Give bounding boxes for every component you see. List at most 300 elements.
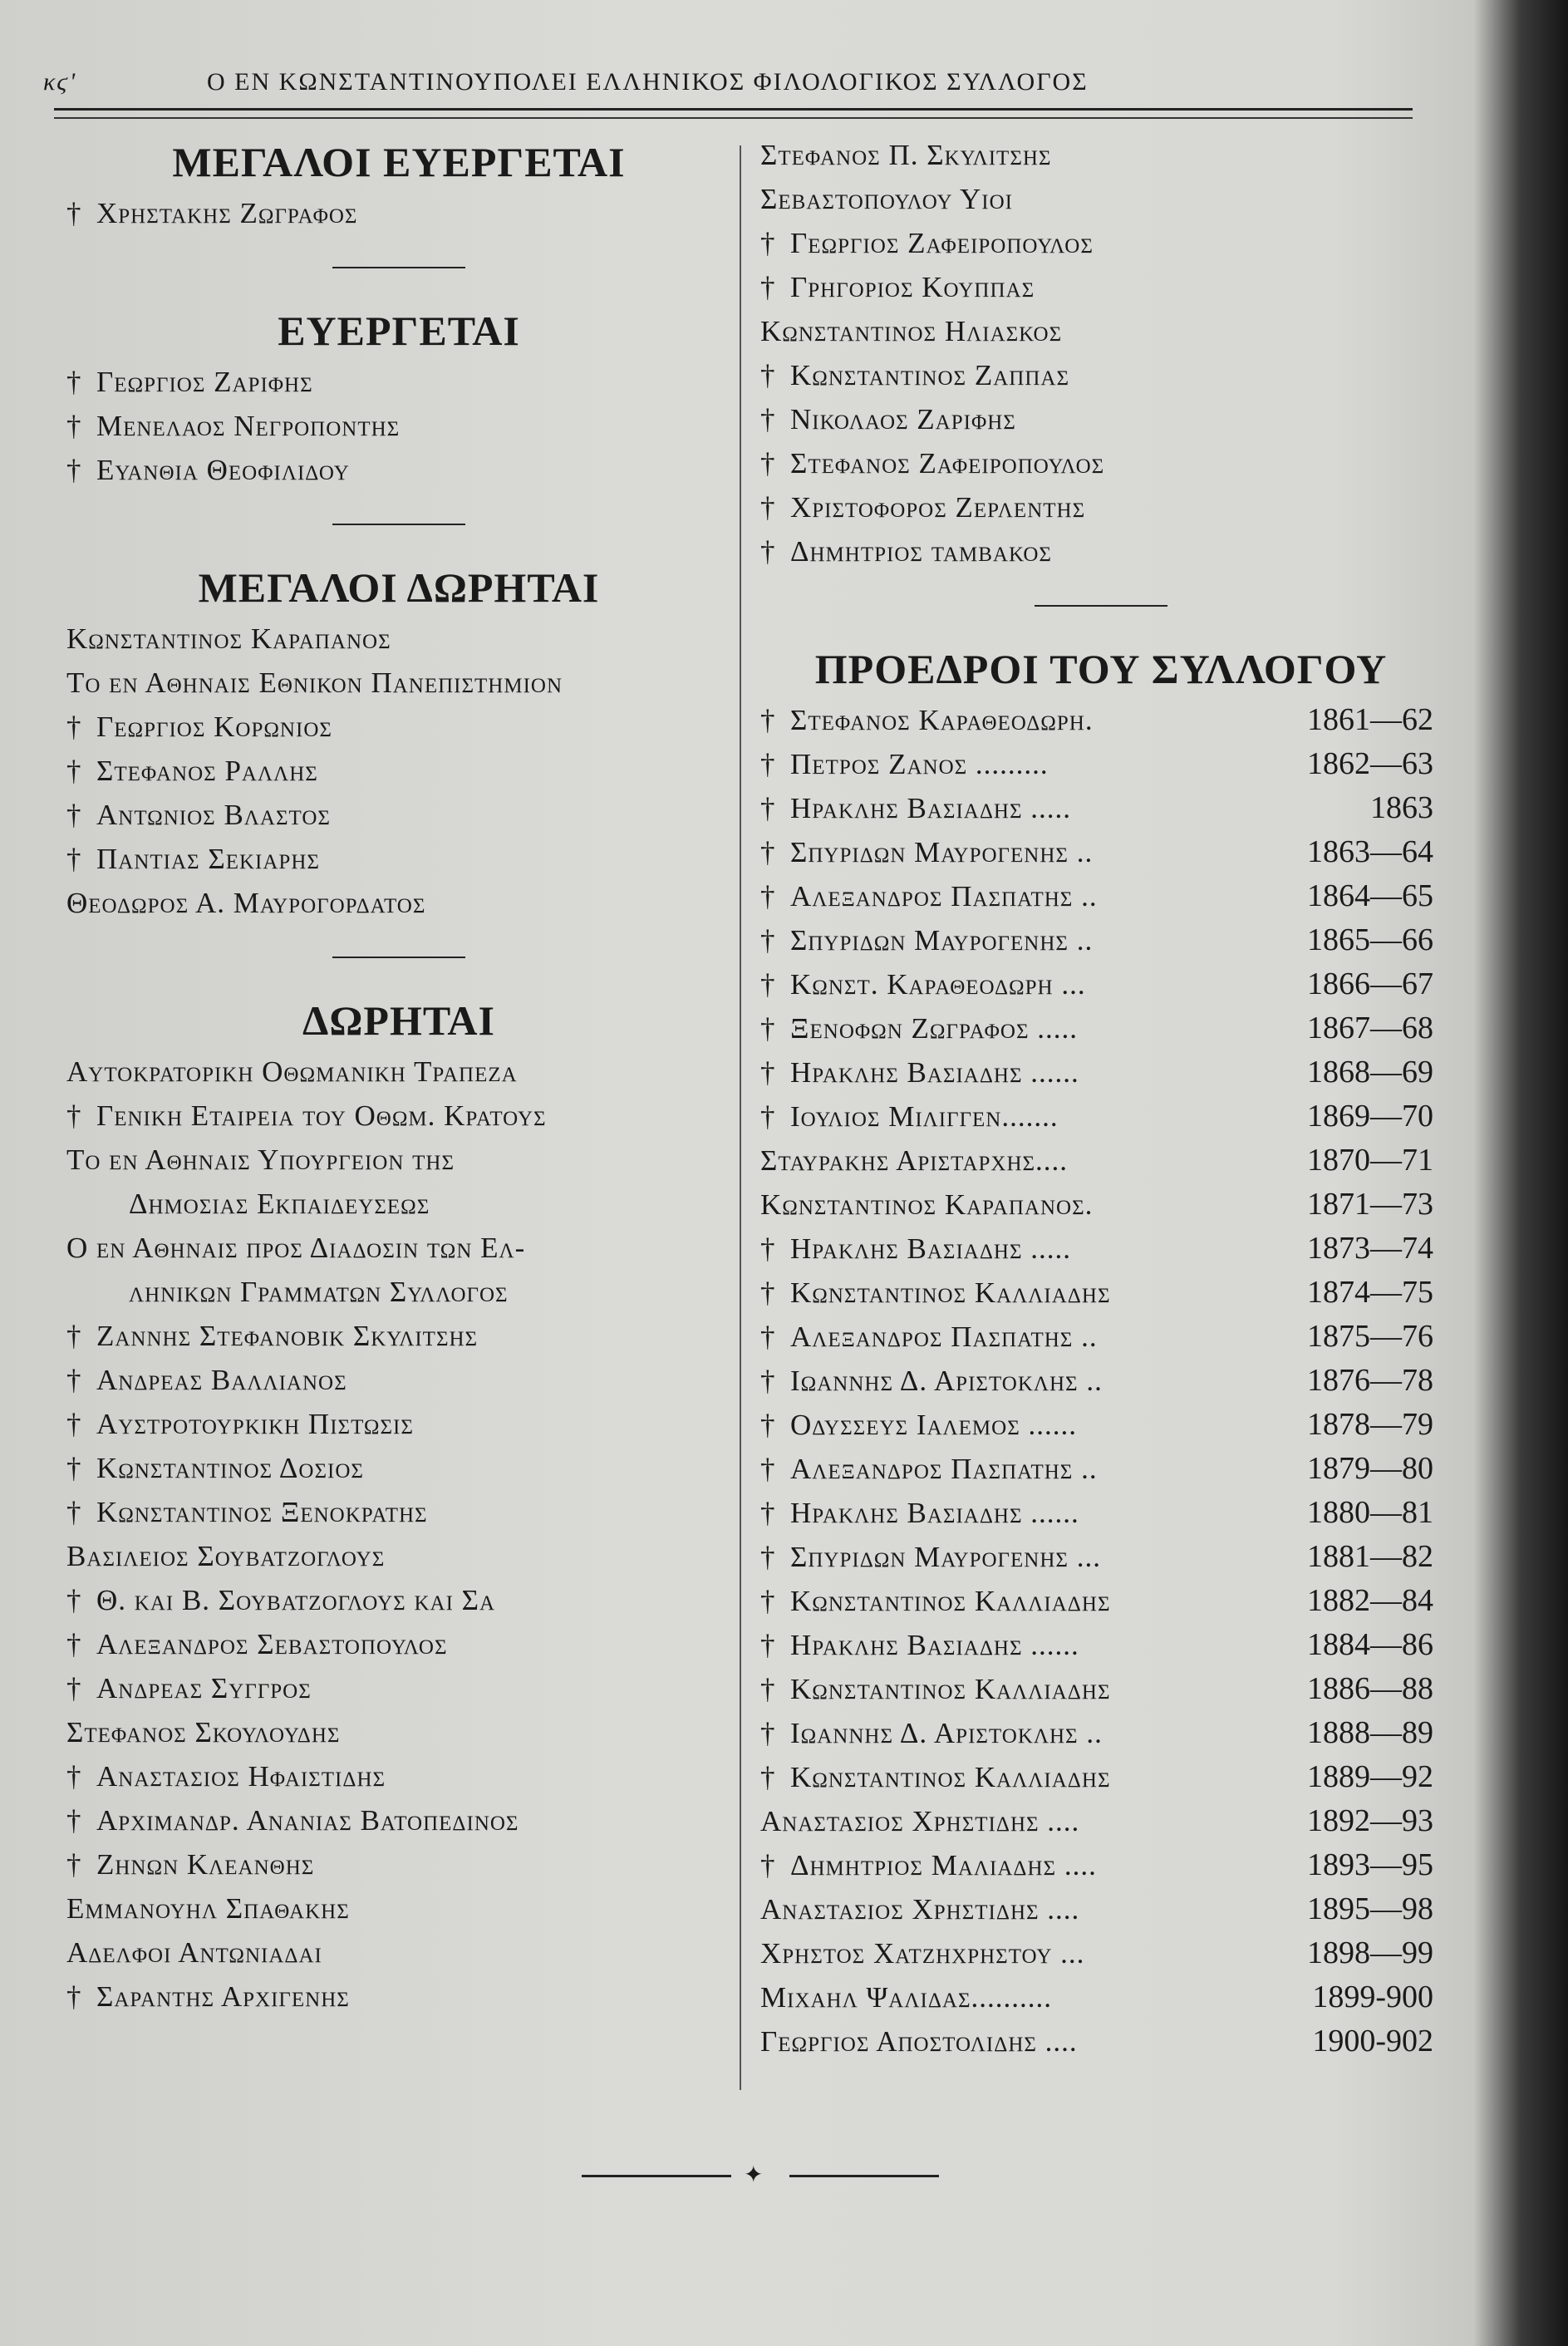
entry-years: 1888—89: [1307, 1715, 1433, 1750]
entry-text: [760, 1006, 1078, 1050]
entry-text: [129, 1276, 509, 1308]
dagger-icon: †: [760, 1497, 776, 1529]
dagger-icon: †: [66, 1672, 82, 1704]
dagger-icon: †: [66, 1452, 82, 1484]
entry-name: Κωνστ. Καραθεοδωρη ...: [790, 968, 1086, 1001]
dagger-icon: †: [66, 1848, 82, 1881]
president-row: [760, 962, 1442, 1006]
president-row: [760, 1359, 1442, 1403]
entry-text: [760, 698, 1094, 742]
president-row: [760, 786, 1442, 830]
entry-text: [66, 1232, 525, 1264]
list-item: [66, 793, 731, 837]
list-item: [66, 1578, 731, 1622]
president-row: [760, 1535, 1442, 1579]
entry-years: 1900-902: [1312, 2024, 1433, 2058]
dagger-icon: †: [66, 1364, 82, 1396]
entry-years: 1875—76: [1307, 1319, 1433, 1354]
ornament-bar-right: [789, 2175, 939, 2177]
entry-name: Στεφανος Ραλλης: [96, 755, 318, 787]
entry-name: Εμμανουηλ Σπαθακης: [66, 1892, 350, 1925]
entry-name: Αρχιμανδρ. Ανανιας Βατοπεδινος: [96, 1804, 519, 1837]
entry-years: 1895—98: [1307, 1891, 1433, 1926]
entry-text: [66, 1099, 547, 1132]
entry-text: [760, 227, 1094, 259]
dagger-icon: †: [760, 1012, 776, 1045]
list-dorhtai-continued: [760, 133, 1442, 573]
list-item: [760, 265, 1442, 309]
list-item: [66, 1138, 731, 1182]
entry-text: [760, 271, 1035, 303]
list-megaloi-dorhtai: [66, 617, 731, 925]
entry-name: Σπυριδων Μαυρογενης ..: [790, 836, 1094, 868]
entry-years: 1864—65: [1307, 878, 1433, 913]
list-item: [66, 1182, 731, 1226]
president-row: [760, 874, 1442, 918]
dagger-icon: †: [760, 836, 776, 868]
entry-text: [760, 359, 1069, 391]
entry-name: Αλεξανδρος Πασπατης ..: [790, 1453, 1098, 1485]
list-item: [66, 1666, 731, 1710]
dagger-icon: †: [760, 359, 776, 391]
entry-name: Αναστασιος Ηφαιστιδης: [96, 1760, 386, 1793]
entry-years: 1862—63: [1307, 746, 1433, 781]
entry-text: [760, 139, 1052, 171]
entry-name: Αντωνιος Βλαστος: [96, 799, 331, 831]
president-row: [760, 1183, 1442, 1227]
entry-name: Χρηστος Χατζηχρηστου ...: [760, 1937, 1085, 1970]
list-item: [760, 177, 1442, 221]
entry-name: Κωνσταντινος Ξενοκρατης: [96, 1496, 428, 1528]
list-item: [760, 221, 1442, 265]
entry-name: Κωνσταντινος Ηλιασκος: [760, 315, 1063, 347]
dagger-icon: †: [760, 403, 776, 435]
president-row: [760, 2019, 1442, 2063]
entry-name: Κωνσταντινος Ζαππας: [790, 359, 1069, 391]
dagger-icon: †: [66, 799, 82, 831]
entry-text: [66, 1364, 347, 1396]
entry-name: Παντιας Σεκιαρης: [96, 843, 320, 875]
entry-years: 1884—86: [1307, 1627, 1433, 1662]
entry-text: [760, 183, 1013, 215]
president-row: [760, 1799, 1442, 1843]
president-row: [760, 1711, 1442, 1755]
section-title-megaloi-euergetai: ΜΕΓΑΛΟΙ ΕΥΕΡΓΕΤΑΙ: [172, 139, 626, 185]
dagger-icon: †: [66, 410, 82, 442]
entry-years: 1876—78: [1307, 1363, 1433, 1398]
list-item: [760, 441, 1442, 485]
right-column: [760, 133, 1442, 2063]
list-item: [66, 448, 731, 492]
entry-name: Σεβαστοπουλου Υιοι: [760, 183, 1014, 215]
entry-text: [760, 447, 1104, 480]
running-title: Ο ΕΝ ΚΩΝΣΤΑΝΤΙΝΟΥΠΟΛΕΙ ΕΛΛΗΝΙΚΟΣ ΦΙΛΟΛΟΓΙΚΟΣ ΣΥΛΛΟΓΟΣ: [207, 68, 1089, 96]
dagger-icon: †: [66, 1496, 82, 1528]
section-rule: [1035, 605, 1167, 607]
entry-name: Γεωργιος Αποστολιδης ....: [760, 2025, 1078, 2058]
dagger-icon: †: [760, 1276, 776, 1309]
entry-text: [760, 1139, 1068, 1183]
entry-name: Δημητριος ταμβακος: [790, 535, 1052, 568]
entry-name: Κωνσταντινος Δοσιος: [96, 1452, 364, 1484]
entry-text: [129, 1188, 430, 1220]
dagger-icon: †: [760, 880, 776, 912]
entry-name: Κωνσταντινος Καλλιαδης: [790, 1673, 1111, 1705]
dagger-icon: †: [760, 271, 776, 303]
dagger-icon: †: [66, 1760, 82, 1793]
list-item: [66, 1314, 731, 1358]
entry-name: Μιχαηλ Ψαλιδας..........: [760, 1981, 1052, 2014]
entry-text: [760, 1359, 1103, 1403]
entry-years: 1861—62: [1307, 702, 1433, 737]
dagger-icon: †: [760, 1673, 776, 1705]
entry-name: Αλεξανδρος Πασπατης ..: [790, 1321, 1098, 1353]
entry-name: Ιουλιος Μιλιγγεν.......: [790, 1100, 1059, 1133]
entry-text: [66, 1452, 364, 1484]
dagger-icon: †: [760, 968, 776, 1001]
entry-name: Κωνσταντινος Καλλιαδης: [790, 1276, 1111, 1309]
section-rule: [332, 267, 465, 268]
entry-text: [66, 1936, 322, 1969]
entry-text: [66, 843, 320, 875]
dagger-icon: †: [66, 1408, 82, 1440]
entry-name: Ηρακλης Βασιαδης ......: [790, 1497, 1079, 1529]
entry-text: [760, 1447, 1098, 1491]
president-row: [760, 1006, 1442, 1050]
dagger-icon: †: [760, 1453, 776, 1485]
entry-text: [760, 535, 1052, 568]
list-item: [66, 1402, 731, 1446]
entry-name: Ζηνων Κλεανθης: [96, 1848, 315, 1881]
dagger-icon: †: [66, 1320, 82, 1352]
dagger-icon: †: [66, 197, 82, 229]
entry-name: Πετρος Ζανος .........: [790, 748, 1049, 780]
header-rule: [54, 108, 1413, 119]
entry-name: Χρηστακης Ζωγραφος: [96, 197, 358, 229]
entry-years: 1869—70: [1307, 1099, 1433, 1134]
entry-years: 1889—92: [1307, 1759, 1433, 1794]
dagger-icon: †: [760, 491, 776, 524]
entry-name: Χριστοφορος Ζερλεντης: [790, 491, 1086, 524]
entry-years: 1893—95: [1307, 1847, 1433, 1882]
entry-name: Αυτοκρατορικη Οθωμανικη Τραπεζα: [66, 1055, 518, 1088]
entry-text: [760, 1843, 1097, 1887]
entry-name: Σπυριδων Μαυρογενης ...: [790, 1541, 1101, 1573]
dagger-icon: †: [760, 1629, 776, 1661]
list-item: [760, 529, 1442, 573]
list-item: [66, 1270, 731, 1314]
entry-name: Αδελφοι Αντωνιαδαι: [66, 1936, 322, 1969]
entry-text: [760, 1315, 1098, 1359]
entry-text: [760, 1491, 1079, 1535]
list-item: [66, 1534, 731, 1578]
entry-name: ληνικων Γραμματων Συλλογος: [129, 1276, 509, 1308]
president-row: [760, 742, 1442, 786]
entry-text: [66, 1584, 495, 1616]
president-row: [760, 1887, 1442, 1931]
list-item: [760, 133, 1442, 177]
dagger-icon: †: [760, 1585, 776, 1617]
entry-text: [760, 918, 1093, 962]
entry-text: [66, 197, 357, 229]
entry-text: [66, 454, 350, 486]
entry-text: [66, 1408, 414, 1440]
entry-text: [66, 666, 563, 699]
end-ornament: [582, 2162, 939, 2188]
entry-years: 1866—67: [1307, 966, 1433, 1001]
entry-text: [66, 366, 313, 398]
dagger-icon: †: [760, 924, 776, 957]
list-item: [760, 397, 1442, 441]
running-header: [37, 58, 1408, 100]
president-row: [760, 1667, 1442, 1711]
entry-name: Θ. και Β. Σουβατζογλους και Σα: [96, 1584, 496, 1616]
entry-name: Σαραντης Αρχιγενης: [96, 1980, 350, 2013]
list-item: [66, 837, 731, 881]
president-row: [760, 1843, 1442, 1887]
entry-name: Βασιλειος Σουβατζογλους: [66, 1540, 386, 1572]
entry-name: Μενελαος Νεγροποντης: [96, 410, 401, 442]
left-column: [66, 133, 731, 2019]
dagger-icon: †: [66, 755, 82, 787]
president-row: [760, 1447, 1442, 1491]
dagger-icon: †: [760, 1717, 776, 1749]
entry-years: 1873—74: [1307, 1231, 1433, 1266]
list-item: [66, 749, 731, 793]
dagger-icon: †: [66, 1584, 82, 1616]
list-megaloi-euergetai: [66, 191, 731, 235]
entry-years: 1879—80: [1307, 1451, 1433, 1486]
list-item: [66, 1094, 731, 1138]
list-item: [66, 1050, 731, 1094]
entry-name: Ηρακλης Βασιαδης ......: [790, 1629, 1079, 1661]
president-row: [760, 1094, 1442, 1139]
section-title-proedroi: ΠΡΟΕΔΡΟΙ ΤΟΥ ΣΥΛΛΟΓΟΥ: [814, 646, 1388, 692]
entry-name: Ιωαννης Δ. Αριστοκλης ..: [790, 1365, 1103, 1397]
dagger-icon: †: [760, 792, 776, 824]
entry-text: [66, 1760, 386, 1793]
ornament-mark: ✦: [744, 2162, 764, 2188]
page-number: κϛ': [43, 68, 77, 96]
list-item: [66, 881, 731, 925]
entry-text: [66, 1892, 350, 1925]
entry-text: [760, 1799, 1079, 1843]
entry-text: [66, 711, 332, 743]
entry-years: 1863—64: [1307, 834, 1433, 869]
president-row: [760, 698, 1442, 742]
entry-years: 1868—69: [1307, 1055, 1433, 1089]
entry-text: [760, 1755, 1111, 1799]
entry-name: Αναστασιος Χρηστιδης ....: [760, 1805, 1080, 1837]
dagger-icon: †: [66, 711, 82, 743]
entry-text: [760, 1975, 1052, 2019]
entry-text: [760, 1094, 1059, 1139]
dagger-icon: †: [760, 227, 776, 259]
entry-name: Στεφανος Σκουλουδης: [66, 1716, 341, 1748]
entry-text: [760, 1711, 1103, 1755]
list-item: [66, 1798, 731, 1842]
dagger-icon: †: [66, 1980, 82, 2013]
dagger-icon: †: [66, 843, 82, 875]
entry-years: 1899-900: [1312, 1980, 1433, 2014]
dagger-icon: †: [760, 447, 776, 480]
president-row: [760, 830, 1442, 874]
president-row: [760, 1315, 1442, 1359]
entry-name: Ηρακλης Βασιαδης .....: [790, 792, 1072, 824]
entry-name: Γρηγοριος Κουππας: [790, 271, 1035, 303]
entry-years: 1886—88: [1307, 1671, 1433, 1706]
section-title-megaloi-dorhtai: ΜΕΓΑΛΟΙ ΔΩΡΗΤΑΙ: [198, 564, 600, 611]
section-title-dorhtai: ΔΩΡΗΤΑΙ: [302, 997, 495, 1044]
entry-text: [66, 1628, 448, 1660]
dagger-icon: †: [760, 1409, 776, 1441]
entry-text: [66, 799, 331, 831]
dagger-icon: †: [760, 748, 776, 780]
entry-name: Ηρακλης Βασιαδης ......: [790, 1056, 1079, 1089]
entry-text: [66, 1980, 350, 2013]
dagger-icon: †: [760, 1100, 776, 1133]
entry-years: 1881—82: [1307, 1539, 1433, 1574]
list-item: [66, 1930, 731, 1975]
president-row: [760, 1271, 1442, 1315]
entry-text: [66, 1804, 519, 1837]
dagger-icon: †: [66, 1099, 82, 1132]
list-item: [66, 404, 731, 448]
entry-name: Γεωργιος Κορωνιος: [96, 711, 332, 743]
president-row: [760, 1579, 1442, 1623]
entry-text: [760, 1931, 1084, 1975]
president-row: [760, 1755, 1442, 1799]
president-row: [760, 1139, 1442, 1183]
entry-text: [760, 403, 1016, 435]
entry-years: 1892—93: [1307, 1803, 1433, 1838]
entry-name: Κωνσταντινος Καραπανος.: [760, 1188, 1094, 1221]
entry-name: Θεοδωρος Α. Μαυρογορδατος: [66, 887, 426, 919]
entry-text: [66, 1496, 428, 1528]
entry-name: Αυστροτουρκικη Πιστωσις: [96, 1408, 414, 1440]
section-rule: [332, 957, 465, 958]
list-item: [66, 1975, 731, 2019]
list-item: [66, 1226, 731, 1270]
entry-text: [760, 1403, 1077, 1447]
entry-name: Ηρακλης Βασιαδης .....: [790, 1232, 1072, 1265]
list-item: [66, 360, 731, 404]
entry-years: 1865—66: [1307, 922, 1433, 957]
list-item: [760, 353, 1442, 397]
dagger-icon: †: [760, 1849, 776, 1881]
entry-text: [760, 1535, 1101, 1579]
dagger-icon: †: [760, 1321, 776, 1353]
entry-name: Γεωργιος Ζαριφης: [96, 366, 313, 398]
entry-text: [66, 1716, 340, 1748]
president-row: [760, 1491, 1442, 1535]
list-dorhtai: [66, 1050, 731, 2019]
entry-name: Ο εν Αθηναις προς Διαδοσιν των Ελ-: [66, 1232, 526, 1264]
entry-text: [66, 410, 400, 442]
list-item: [66, 617, 731, 661]
entry-name: Δημοσιας Εκπαιδευσεως: [129, 1188, 430, 1220]
entry-name: Δημητριος Μαλιαδης ....: [790, 1849, 1097, 1881]
entry-years: 1880—81: [1307, 1495, 1433, 1530]
entry-name: Ιωαννης Δ. Αριστοκλης ..: [790, 1717, 1103, 1749]
ornament-bar-left: [582, 2175, 731, 2177]
dagger-icon: †: [760, 1056, 776, 1089]
entry-name: Οδυσσευς Ιαλεμος ......: [790, 1409, 1078, 1441]
president-row: [760, 1050, 1442, 1094]
entry-name: Στεφανος Ζαφειροπουλος: [790, 447, 1105, 480]
entry-text: [760, 786, 1071, 830]
entry-text: [760, 491, 1085, 524]
entry-text: [66, 1848, 314, 1881]
president-row: [760, 1975, 1442, 2019]
entry-name: Κωνσταντινος Καλλιαδης: [790, 1761, 1111, 1793]
entry-text: [66, 1540, 385, 1572]
list-item: [66, 705, 731, 749]
entry-name: Ανδρεας Βαλλιανος: [96, 1364, 347, 1396]
dagger-icon: †: [760, 1232, 776, 1265]
list-item: [66, 1622, 731, 1666]
entry-name: Νικολαος Ζαριφης: [790, 403, 1016, 435]
entry-text: [760, 1227, 1071, 1271]
section-title-euergetai: ΕΥΕΡΓΕΤΑΙ: [278, 307, 520, 354]
entry-text: [760, 1887, 1079, 1931]
dagger-icon: †: [760, 1541, 776, 1573]
entry-years: 1882—84: [1307, 1583, 1433, 1618]
entry-name: Ζαννης Στεφανοβικ Σκυλιτσης: [96, 1320, 479, 1352]
entry-name: Ξενοφων Ζωγραφος .....: [790, 1012, 1078, 1045]
dagger-icon: †: [66, 366, 82, 398]
president-row: [760, 1931, 1442, 1975]
entry-text: [760, 315, 1062, 347]
entry-name: Στεφανος Π. Σκυλιτσης: [760, 139, 1052, 171]
entry-text: [760, 1183, 1093, 1227]
president-row: [760, 1227, 1442, 1271]
list-proedroi: [760, 698, 1442, 2063]
list-item: [66, 191, 731, 235]
entry-name: Κωνσταντινος Καραπανος: [66, 622, 391, 655]
entry-text: [66, 755, 318, 787]
list-item: [760, 309, 1442, 353]
entry-name: Ανδρεας Συγγρος: [96, 1672, 312, 1704]
dagger-icon: †: [760, 704, 776, 736]
entry-text: [66, 1672, 312, 1704]
entry-text: [760, 1667, 1111, 1711]
entry-name: Στεφανος Καραθεοδωρη.: [790, 704, 1094, 736]
entry-years: 1863: [1370, 790, 1433, 825]
entry-text: [66, 1143, 455, 1176]
list-item: [66, 1754, 731, 1798]
list-item: [66, 1358, 731, 1402]
entry-text: [760, 874, 1098, 918]
entry-text: [760, 962, 1086, 1006]
entry-text: [760, 1271, 1111, 1315]
dagger-icon: †: [760, 1761, 776, 1793]
entry-text: [760, 742, 1049, 786]
entry-years: 1874—75: [1307, 1275, 1433, 1310]
list-item: [66, 1446, 731, 1490]
entry-text: [66, 622, 391, 655]
entry-name: Ευανθια Θεοφιλιδου: [96, 454, 350, 486]
dagger-icon: †: [760, 1365, 776, 1397]
section-rule: [332, 524, 465, 525]
entry-name: Αλεξανδρος Σεβαστοπουλος: [96, 1628, 448, 1660]
entry-text: [760, 1623, 1079, 1667]
list-item: [66, 1710, 731, 1754]
list-item: [66, 1490, 731, 1534]
entry-name: Το εν Αθηναις Εθνικον Πανεπιστημιον: [66, 666, 563, 699]
entry-years: 1870—71: [1307, 1143, 1433, 1178]
entry-name: Αναστασιος Χρηστιδης ....: [760, 1893, 1080, 1925]
